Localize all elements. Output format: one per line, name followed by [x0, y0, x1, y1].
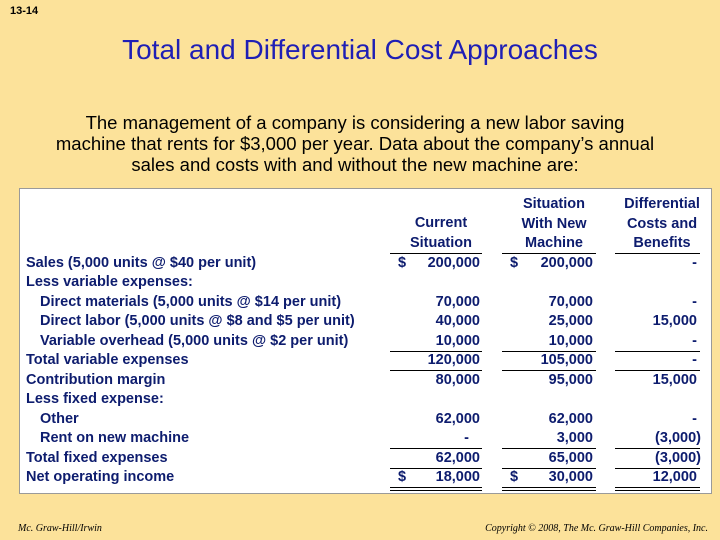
total-double-rule-top	[502, 487, 596, 488]
footer-publisher: Mc. Graw-Hill/Irwin	[18, 523, 102, 534]
header-differential	[612, 195, 712, 254]
row-label-other: Other	[40, 411, 79, 427]
cell-differential-total-fixed: (3,000)	[655, 450, 701, 466]
cell-current-other: 62,000	[435, 411, 480, 427]
cell-differential-rent: (3,000)	[655, 430, 701, 446]
header-differential-line2: Costs and	[626, 215, 698, 232]
cell-current-sales: 200,000	[427, 255, 480, 271]
cell-with-machine-variable-overhead: 10,000	[548, 333, 593, 349]
slide-number: 13-14	[10, 5, 39, 17]
cell-current-rent: -	[464, 430, 469, 446]
cell-differential-total-variable: -	[692, 352, 697, 368]
subtotal-rule	[615, 370, 700, 371]
header-underline-current	[390, 253, 482, 254]
cell-differential-sales: -	[692, 255, 697, 271]
row-label-total-fixed: Total fixed expenses	[26, 450, 168, 466]
dollar-sign: $	[398, 469, 407, 485]
row-label-net-operating-income: Net operating income	[26, 469, 175, 485]
cell-differential-other: -	[692, 411, 697, 427]
total-double-rule-top	[390, 487, 482, 488]
row-label-less-variable: Less variable expenses:	[26, 274, 193, 290]
subtotal-rule	[390, 370, 482, 371]
header-differential-line3: Benefits	[633, 235, 691, 251]
cell-differential-direct-labor: 15,000	[652, 313, 697, 329]
row-label-direct-labor: Direct labor (5,000 units @ $8 and $5 per unit)	[40, 313, 355, 329]
subtotal-rule	[502, 448, 596, 449]
header-current-line1: Current	[414, 215, 468, 231]
header-underline-differential	[615, 253, 700, 254]
cell-with-machine-direct-labor: 25,000	[548, 313, 593, 329]
cell-current-direct-materials: 70,000	[435, 294, 480, 310]
row-label-direct-materials: Direct materials (5,000 units @ $14 per unit)	[40, 294, 342, 310]
dollar-sign: $	[398, 255, 407, 271]
cell-with-machine-sales: 200,000	[540, 255, 593, 271]
cell-current-variable-overhead: 10,000	[435, 333, 480, 349]
header-with-machine	[502, 195, 606, 254]
slide-title: Total and Differential Cost Approaches	[122, 34, 598, 65]
cell-differential-net-operating-income: 12,000	[652, 469, 697, 485]
total-double-rule-bottom	[390, 490, 482, 491]
cost-table	[19, 188, 712, 494]
cell-current-net-operating-income: 18,000	[435, 469, 480, 485]
subtotal-rule	[502, 370, 596, 371]
cell-with-machine-net-operating-income: 30,000	[548, 469, 593, 485]
row-label-total-variable: Total variable expenses	[26, 352, 189, 368]
intro-text: The management of a company is considering a new labor saving machine that rents for $3,000 per year. Data about the company’s annual sales and costs with and without the new machine are:	[55, 112, 655, 175]
header-with-machine-line3: Machine	[524, 235, 583, 251]
cell-with-machine-total-fixed: 65,000	[548, 450, 593, 466]
cell-with-machine-total-variable: 105,000	[540, 352, 593, 368]
subtotal-rule	[390, 448, 482, 449]
cell-differential-direct-materials: -	[692, 294, 697, 310]
cell-with-machine-other: 62,000	[548, 411, 593, 427]
row-label-contribution-margin: Contribution margin	[26, 372, 166, 388]
total-double-rule-bottom	[502, 490, 596, 491]
total-double-rule-bottom	[615, 490, 700, 491]
header-current	[388, 214, 494, 253]
header-differential-line1: Differential	[624, 196, 700, 212]
row-label-less-fixed: Less fixed expense:	[26, 391, 164, 407]
cell-with-machine-contribution-margin: 95,000	[548, 372, 593, 388]
cell-differential-contribution-margin: 15,000	[652, 372, 697, 388]
header-with-machine-line1: Situation	[522, 196, 586, 212]
cell-differential-variable-overhead: -	[692, 333, 697, 349]
dollar-sign: $	[510, 469, 519, 485]
row-label-rent: Rent on new machine	[40, 430, 190, 446]
row-label-sales: Sales (5,000 units @ $40 per unit)	[26, 255, 257, 271]
footer-copyright: Copyright © 2008, The Mc. Graw-Hill Companies, Inc.	[485, 523, 708, 534]
header-underline-with-machine	[502, 253, 596, 254]
subtotal-rule	[615, 351, 700, 352]
dollar-sign: $	[510, 255, 519, 271]
cell-with-machine-rent: 3,000	[556, 430, 593, 446]
cell-current-contribution-margin: 80,000	[435, 372, 480, 388]
row-label-variable-overhead: Variable overhead (5,000 units @ $2 per unit)	[40, 333, 349, 349]
cell-current-direct-labor: 40,000	[435, 313, 480, 329]
header-current-line2: Situation	[409, 234, 473, 251]
cell-with-machine-direct-materials: 70,000	[548, 294, 593, 310]
total-double-rule-top	[615, 487, 700, 488]
header-with-machine-line2: With New	[521, 215, 587, 232]
cell-current-total-variable: 120,000	[427, 352, 480, 368]
subtotal-rule	[615, 448, 700, 449]
cell-current-total-fixed: 62,000	[435, 450, 480, 466]
